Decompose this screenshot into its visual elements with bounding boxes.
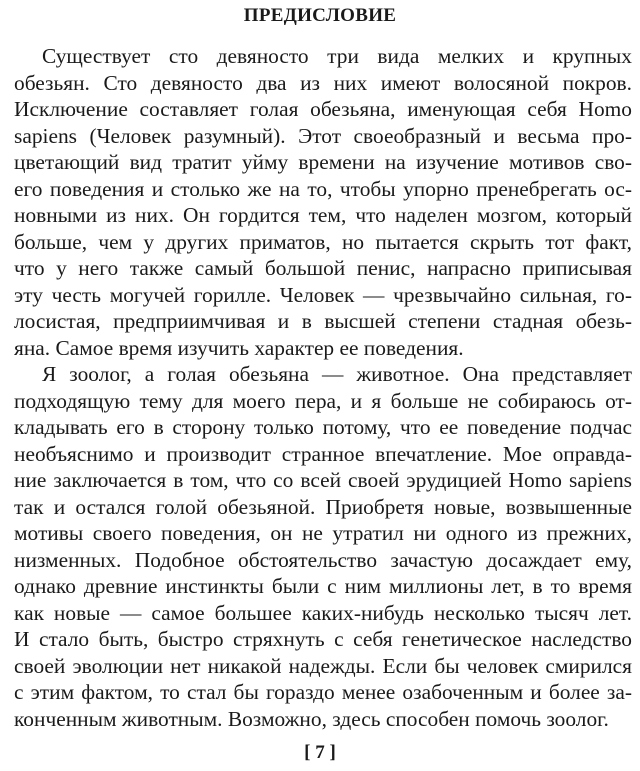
text-line: больше, чем у других приматов, но пытается скрыть тот факт, xyxy=(14,229,632,254)
text-line: лосистая, предприимчивая и в высшей степени стадная обезь- xyxy=(14,309,632,333)
text-line: Я зоолог, а голая обезьяна — животное. Она представляет xyxy=(42,362,632,386)
text-line: новными из них. Он гордится тем, что наделен мозгом, который xyxy=(14,203,632,227)
text-line: Существует сто девяносто три вида мелких и крупных xyxy=(42,44,632,68)
text-line: с этим фактом, то стал бы гораздо менее озабоченным и более за- xyxy=(14,680,632,704)
text-line: необъяснимо и производит странное впечатление. Мое оправда- xyxy=(14,441,632,466)
text-line: ние заключается в том, что со всей своей эрудицией Homo sapiens xyxy=(14,468,632,492)
text-line: однако древние инстинкты были с ним миллионы лет, в то время xyxy=(14,574,632,598)
text-line: своей эволюции нет никакой надежды. Если бы человек смирился xyxy=(14,653,632,678)
text-line: Исключение составляет голая обезьяна, именующая себя Homo xyxy=(14,97,632,121)
text-line: эту честь могучей горилле. Человек — чрезвычайно сильная, го- xyxy=(14,282,632,307)
text-line: подходящую тему для моего пера, и я больше не собираюсь от- xyxy=(14,388,632,413)
text-line: И стало быть, быстро стряхнуть с себя генетическое наследство xyxy=(14,627,632,651)
text-line: обезьян. Сто девяносто два из них имеют волосяной покров. xyxy=(14,70,632,95)
text-line: цветающий вид тратит уйму времени на изучение мотивов сво- xyxy=(14,150,632,174)
text-line: что у него также самый большой пенис, напрасно приписывая xyxy=(14,256,632,280)
text-line: как новые — самое большее каких-нибудь несколько тысяч лет. xyxy=(14,600,632,625)
text-line: sapiens (Человек разумный). Этот своеобразный и весьма про- xyxy=(14,123,632,148)
page-number: [ 7 ] xyxy=(304,742,336,763)
text-line: кладывать его в сторону только потому, что ее поведение подчас xyxy=(14,415,632,439)
text-line: мотивы своего поведения, он не утратил ни одного из прежних, xyxy=(14,521,632,545)
text-line: конченным животным. Возможно, здесь способен помочь зоолог. xyxy=(14,706,609,731)
text-line: низменных. Подобное обстоятельство зачастую досаждает ему, xyxy=(14,547,632,572)
page-title: ПРЕДИСЛОВИЕ xyxy=(243,5,397,26)
text-line: яна. Самое время изучить характер ее поведения. xyxy=(14,335,464,360)
text-line: так и остался голой обезьяной. Приобретя новые, возвышенные xyxy=(14,494,632,519)
text-line: его поведения и столько же на то, чтобы упорно пренебрегать ос- xyxy=(14,176,632,201)
